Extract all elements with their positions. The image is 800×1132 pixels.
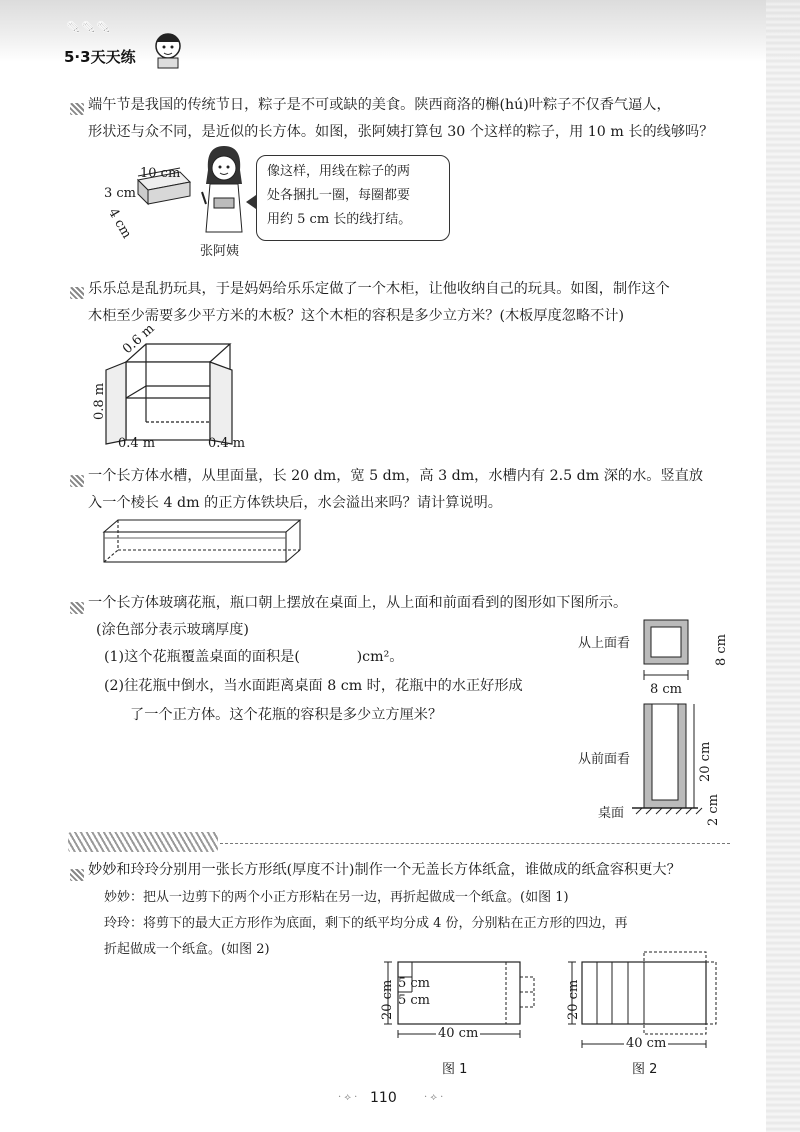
problem-tank-line2: 入一个棱长 4 dm 的正方体铁块后，水会溢出来吗？请计算说明。 (88, 495, 502, 511)
problem-zongzi-line2: 形状还与众不同，是近似的长方体。如图，张阿姨打算包 30 个这样的粽子，用 10 m 长的线够吗？ (88, 124, 714, 140)
problem-marker-icon (70, 602, 84, 614)
speech-bubble-tail (246, 195, 256, 209)
figure-2-diagram (566, 950, 726, 1050)
problem-marker-icon (70, 103, 84, 115)
page-number: 110 (370, 1090, 397, 1106)
problem-marker-icon (70, 475, 84, 487)
problem-boxes-miaomiao: 妙妙：把从一边剪下的两个小正方形粘在另一边，再折起做成一个纸盒。(如图 1) (104, 890, 569, 905)
vase-top-bottom-label: 8 cm (650, 682, 683, 697)
fig1-small-square-label-2: 5 cm (398, 993, 431, 1008)
mascot-logo-icon (64, 14, 134, 40)
problem-marker-icon (70, 869, 84, 881)
bubble-line1: 像这样，用线在粽子的两 (267, 164, 411, 179)
problem-zongzi-line1: 端午节是我国的传统节日，粽子是不可或缺的美食。陕西商洛的槲(hú)叶粽子不仅香气逼人， (88, 97, 671, 113)
zongzi-length-label: 10 cm (140, 166, 181, 181)
zongzi-width-label: 4 cm (105, 206, 135, 242)
problem-vase-line2: (涂色部分表示玻璃厚度) (96, 622, 249, 638)
fig1-width-label: 40 cm (438, 1026, 479, 1041)
section-banner (68, 832, 218, 852)
problem-vase-line1: 一个长方体玻璃花瓶，瓶口朝上摆放在桌面上，从上面和前面看到的图形如下图所示。 (88, 595, 628, 611)
vase-top-side-label: 8 cm (714, 633, 729, 666)
cabinet-width-left-label: 0.4 m (118, 436, 156, 451)
fig1-height-label: 20 cm (380, 979, 395, 1020)
problem-vase-q1: (1)这个花瓶覆盖桌面的面积是( )cm²。 (104, 649, 404, 665)
cartoon-boy-icon (150, 30, 190, 70)
problem-cabinet-line1: 乐乐总是乱扔玩具，于是妈妈给乐乐定做了一个木柜，让他收纳自己的玩具。如图，制作这个 (88, 281, 670, 297)
page-edge-texture (766, 0, 800, 1132)
vase-top-width-arrow (640, 668, 710, 682)
vase-front-base-label: 2 cm (706, 793, 721, 826)
svg-text:✎✎✎: ✎✎✎ (66, 18, 112, 39)
zongzi-height-label: 3 cm (104, 186, 137, 201)
cabinet-height-label: 0.8 m (92, 382, 107, 420)
header-logo (64, 14, 136, 67)
problem-tank-line1: 一个长方体水槽，从里面量，长 20 dm，宽 5 dm，高 3 dm，水槽内有 2.5 dm 深的水。竖直放 (88, 468, 704, 484)
speech-bubble (256, 155, 450, 241)
table-surface-label: 桌面 (598, 806, 625, 821)
problem-boxes-line1: 妙妙和玲玲分别用一张长方形纸(厚度不计)制作一个无盖长方体纸盒，谁做成的纸盒容积更大？ (88, 862, 681, 878)
problem-vase-q2-line2: 了一个正方体。这个花瓶的容积是多少立方厘米？ (130, 707, 443, 723)
page-number-ornament-left: · ⟡ · (338, 1092, 358, 1103)
bubble-line2: 处各捆扎一圈，每圈都要 (267, 188, 411, 203)
problem-cabinet-line2: 木柜至少需要多少平方米的木板？这个木柜的容积是多少立方米？(木板厚度忽略不计) (88, 308, 625, 324)
cabinet-width-right-label: 0.4 m (208, 436, 246, 451)
fig2-caption: 图 2 (632, 1062, 658, 1077)
section-divider (220, 843, 730, 844)
fig2-height-label: 20 cm (566, 979, 581, 1020)
problem-marker-icon (70, 287, 84, 299)
page-number-ornament-right: · ⟡ · (424, 1092, 444, 1103)
vase-top-view-label: 从上面看 (578, 636, 631, 651)
aunt-zhang-figure-icon (196, 140, 252, 240)
fig1-caption: 图 1 (442, 1062, 468, 1077)
aunt-zhang-name: 张阿姨 (200, 244, 240, 259)
vase-front-height-label: 20 cm (698, 741, 713, 782)
water-tank-diagram (100, 516, 306, 566)
vase-front-view-label: 从前面看 (578, 752, 631, 767)
logo-text: 5·3天天练 (64, 48, 136, 66)
problem-boxes-lingling-line1: 玲玲：将剪下的最大正方形作为底面，剩下的纸平均分成 4 份，分别粘在正方形的四边，再 (104, 916, 628, 931)
bubble-line3: 用约 5 cm 长的线打结。 (267, 212, 412, 227)
cabinet-depth-label: 0.6 m (120, 321, 158, 358)
fig1-small-square-label-1: 5 cm (398, 976, 431, 991)
vase-top-view-diagram (640, 616, 700, 676)
problem-vase-q2-line1: (2)往花瓶中倒水，当水面距离桌面 8 cm 时，花瓶中的水正好形成 (104, 678, 523, 694)
problem-boxes-lingling-line2: 折起做成一个纸盒。(如图 2) (104, 942, 270, 957)
fig2-width-label: 40 cm (626, 1036, 667, 1051)
